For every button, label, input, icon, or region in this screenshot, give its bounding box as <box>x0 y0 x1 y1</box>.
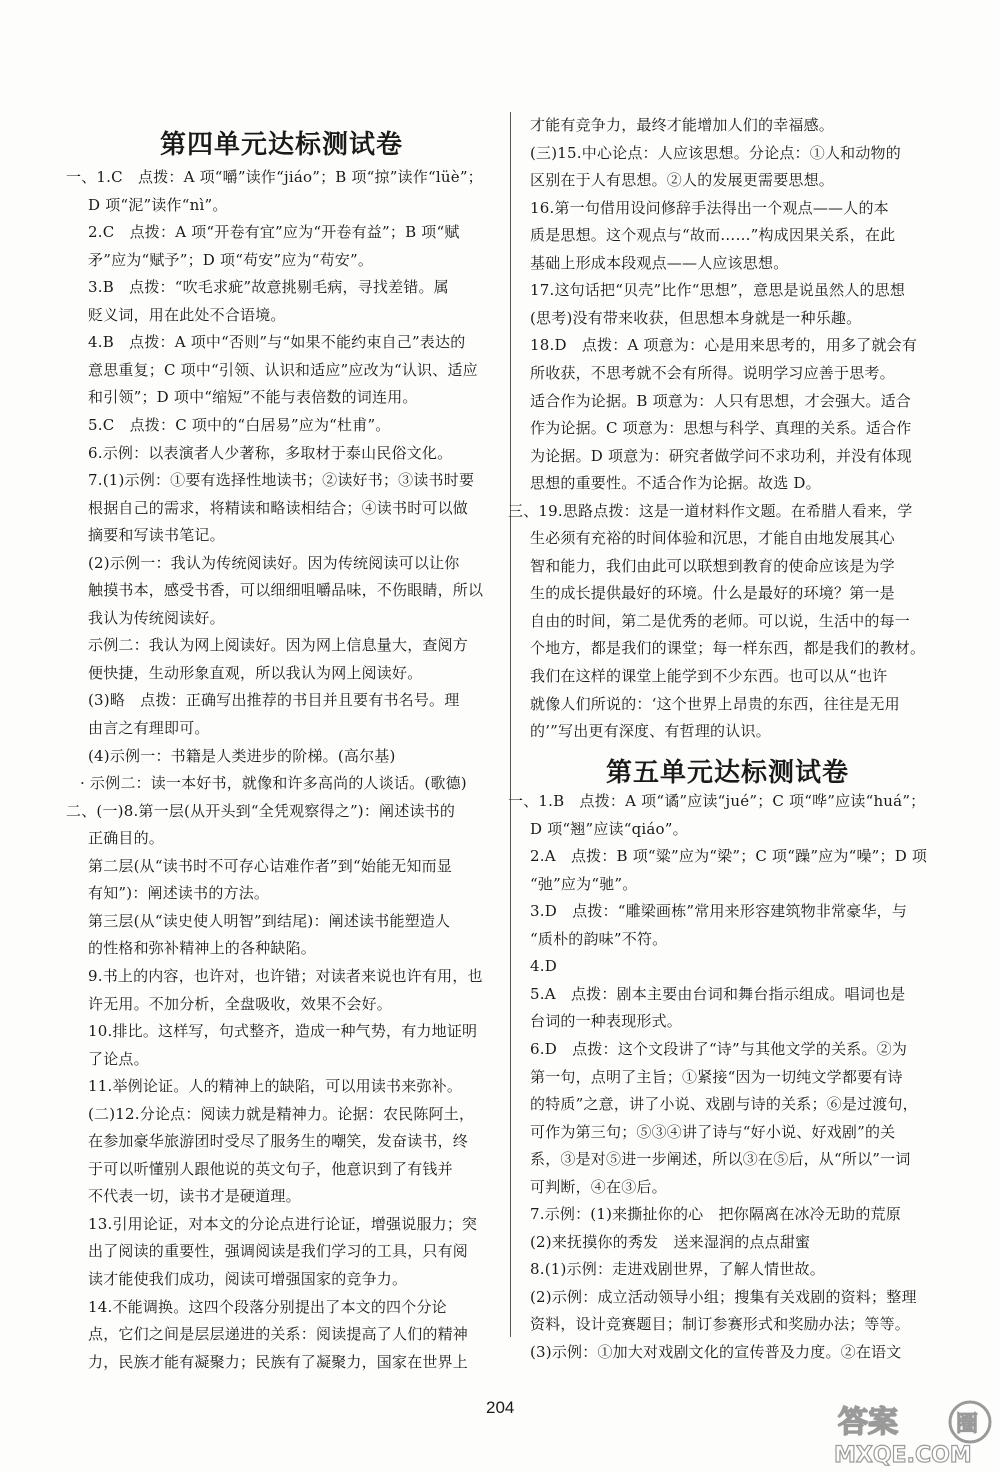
answer-line: D 项“翘”应读“qiáo”。 <box>530 819 688 838</box>
answer-line: 意思重复；C 项中“引领、认识和适应”应改为“认识、适应 <box>88 360 478 379</box>
answer-line: 个地方，都是我们的课堂；每一样东西，都是我们的教材。 <box>530 639 926 658</box>
answer-line: 10.排比。这样写，句式整齐，造成一种气势，有力地证明 <box>88 1022 478 1041</box>
answer-line: 质是思想。这个观点与“故而……”构成因果关系，在此 <box>530 226 896 245</box>
answer-line: 4.B 点拨：A 项中“否则”与“如果不能约束自己”表达的 <box>88 333 466 352</box>
answer-line: (2)来抚摸你的秀发 送来湿润的点点甜蜜 <box>530 1232 811 1251</box>
answer-line: 13.引用论证，对本文的分论点进行论证，增强说服力；突 <box>88 1214 478 1233</box>
answer-line: 适合作为论据。B 项意为：人只有思想，才会强大。适合 <box>530 391 911 410</box>
answer-line: 2.A 点拨：B 项“粱”应为“梁”；C 项“躁”应为“噪”；D 项 <box>530 847 928 866</box>
answer-line: “弛”应为“驰”。 <box>530 874 638 893</box>
answer-line: 自由的时间，第二是优秀的老师。可以说，生活中的每一 <box>530 611 911 630</box>
answer-line: 的特质”之意，讲了小说、戏剧与诗的关系；⑥是过渡句， <box>530 1095 918 1114</box>
answer-line: 14.不能调换。这四个段落分别提出了本文的四个分论 <box>88 1297 447 1316</box>
answer-line: 3.D 点拨：“雕梁画栋”常用来形容建筑物非常豪华，与 <box>530 902 908 921</box>
answer-line: 我认为传统阅读好。 <box>88 608 225 627</box>
svg-text:答案: 答案 <box>838 1405 898 1440</box>
answer-line: (二)12.分论点：阅读力就是精神力。论据：农民陈阿土， <box>88 1104 475 1123</box>
svg-text:圈: 圈 <box>956 1412 979 1437</box>
answer-line: (2)示例：成立活动领导小组；搜集有关戏剧的资料；整理 <box>530 1287 917 1306</box>
answer-line: 的’”写出更有深度、有哲理的认识。 <box>530 722 771 741</box>
answer-line: 生的成长提供最好的环境。什么是最好的环境？第一是 <box>530 584 895 603</box>
answer-line: (三)15.中心论点：人应该思想。分论点：①人和动物的 <box>530 143 901 162</box>
answer-line: 7.示例：(1)来撕扯你的心 把你隔离在冰冷无助的荒原 <box>530 1205 901 1224</box>
answer-line: 智和能力，我们由此可以联想到教育的使命应该是为学 <box>530 556 895 575</box>
answer-line: 根据自己的需求，将精读和略读相结合；④读书时可以做 <box>88 498 469 517</box>
answer-line: 3.B 点拨：“吹毛求疵”故意挑剔毛病，寻找差错。属 <box>88 278 449 297</box>
unit-four-title: 第四单元达标测试卷 <box>160 130 404 160</box>
answer-line: 点，它们之间是层层递进的关系：阅读提高了人们的精神 <box>88 1325 469 1344</box>
answer-line: (3)示例：①加大对戏剧文化的宣传普及力度。②在语文 <box>530 1343 902 1361</box>
answer-line: 所收获，不思考就不会有所得。说明学习应善于思考。 <box>530 363 895 382</box>
answer-line: 2.C 点拨：A 项“开卷有宜”应为“开卷有益”；B 项“赋 <box>88 223 460 242</box>
answer-line: 不代表一切，读书才是硬道理。 <box>88 1187 301 1206</box>
answer-line: 资料，设计竞赛题目；制订参赛形式和奖励办法；等等。 <box>530 1315 911 1334</box>
answer-line: 正确目的。 <box>88 829 165 848</box>
answer-line: (思考)没有带来收获，但思想本身就是一种乐趣。 <box>530 308 862 327</box>
unit-five-title: 第五单元达标测试卷 <box>606 758 850 788</box>
answer-line: 有知”)：阐述读书的方法。 <box>88 884 270 903</box>
answer-line: 示例二：我认为网上阅读好。因为网上信息量大，查阅方 <box>88 636 469 655</box>
answer-line: 第三层(从“读史使人明智”到结尾)：阐述读书能塑造人 <box>88 911 451 930</box>
answer-line: 读才能使我们成功，阅读可增强国家的竞争力。 <box>88 1270 408 1288</box>
watermark-icon <box>830 1398 1000 1468</box>
answer-line: “质朴的韵味”不符。 <box>530 929 668 948</box>
answer-line: 4.D <box>530 957 557 976</box>
answer-line: 在参加豪华旅游团时受尽了服务生的嘲笑，发奋读书，终 <box>88 1132 469 1151</box>
column-divider <box>510 112 511 1337</box>
answer-line: 三、19.思路点拨：这是一道材料作文题。在希腊人看来，学 <box>508 501 913 520</box>
answer-line: (4)示例一：书籍是人类进步的阶梯。(高尔基) <box>88 746 396 765</box>
answer-line: 我们在这样的课堂上能学到不少东西。也可以从“也许 <box>530 667 888 685</box>
answer-line: 摘要和写读书笔记。 <box>88 526 225 545</box>
answer-line: 二、(一)8.第一层(从开头到“全凭观察得之”)：阐述读书的 <box>66 801 456 820</box>
answer-line: 区别在于人有思想。②人的发展更需要思想。 <box>530 171 835 190</box>
answer-line: 可作为第三句；⑤③④讲了诗与“好小说、好戏剧”的关 <box>530 1122 896 1141</box>
answer-line: 8.(1)示例：走进戏剧世界，了解人情世故。 <box>530 1260 825 1279</box>
answer-line: 6.D 点拨：这个文段讲了“诗”与其他文学的关系。②为 <box>530 1039 908 1058</box>
page-number: 204 <box>486 1398 515 1417</box>
answer-line: (2)示例一：我认为传统阅读好。因为传统阅读可以让你 <box>88 553 460 572</box>
answer-line: 矛”应为“赋予”；D 项“苟安”应为“苟安”。 <box>88 250 374 269</box>
answer-line: 许无用。不加分析，全盘吸收，效果不会好。 <box>88 994 393 1013</box>
answer-line: · 示例二：读一本好书，就像和许多高尚的人谈话。(歌德) <box>80 774 467 793</box>
answer-line: 生必须有充裕的时间体验和沉思，才能自由地发展其心 <box>530 529 895 548</box>
answer-line: 的性格和弥补精神上的各种缺陷。 <box>88 939 317 958</box>
answer-line: 一、1.C 点拨：A 项“嚼”读作“jiáo”；B 项“掠”读作“lüè”； <box>66 168 483 186</box>
site-watermark-logo <box>830 1398 1000 1468</box>
answer-line: 思想的重要性。不适合作为论据。故选 D。 <box>530 474 821 493</box>
answer-line: 台词的一种表现形式。 <box>530 1012 683 1031</box>
answer-line: 17.这句话把“贝壳”比作“思想”，意思是说虽然人的思想 <box>530 281 906 300</box>
answer-line: 了论点。 <box>88 1049 149 1068</box>
answer-line: 第二层(从“读书时不可存心诘难作者”到“始能无知而显 <box>88 856 453 875</box>
answer-line: 9.书上的内容，也许对，也许错；对读者来说也许有用，也 <box>88 966 483 985</box>
answer-line: 16.第一句借用设问修辞手法得出一个观点——人的本 <box>530 198 889 217</box>
answer-line: 作为论据。C 项意为：思想与科学、真理的关系。适合作 <box>530 419 912 438</box>
answer-line: 第一句，点明了主旨；①紧接“因为一切纯文学都要有诗 <box>530 1067 903 1086</box>
answer-line: 可判断，④在③后。 <box>530 1177 667 1196</box>
answer-line: 为论据。D 项意为：研究者做学问不求功利，并没有体现 <box>530 446 912 465</box>
answer-line: 才能有竞争力，最终才能增加人们的幸福感。 <box>530 116 835 134</box>
answer-line: 11.举例论证。人的精神上的缺陷，可以用读书来弥补。 <box>88 1077 463 1096</box>
answer-line: 于可以听懂别人跟他说的英文句子，他意识到了有钱并 <box>88 1159 453 1178</box>
answer-line: 贬义词，用在此处不合语境。 <box>88 305 286 324</box>
answer-line: 系，③是对⑤进一步阐述，所以③在⑤后，从“所以”一词 <box>530 1150 911 1169</box>
answer-line: 5.A 点拨：剧本主要由台词和舞台指示组成。唱词也是 <box>530 984 906 1003</box>
answer-line: 7.(1)示例：①要有选择性地读书；②读好书；③读书时要 <box>88 471 475 490</box>
answer-line: 出了阅读的重要性，强调阅读是我们学习的工具，只有阅 <box>88 1242 469 1261</box>
answer-line: 5.C 点拨：C 项中的“白居易”应为“杜甫”。 <box>88 415 391 434</box>
answer-line: 力，民族才能有凝聚力；民族有了凝聚力，国家在世界上 <box>88 1352 469 1371</box>
answer-line: 18.D 点拨：A 项意为：心是用来思考的，用多了就会有 <box>530 336 918 355</box>
answer-line: D 项“泥”读作“nì”。 <box>88 195 228 214</box>
answer-line: 6.示例：以表演者人少著称，多取材于泰山民俗文化。 <box>88 443 453 462</box>
answer-line: (3)略 点拨：正确写出推荐的书目并且要有书名号。理 <box>88 691 460 710</box>
answer-line: 就像人们所说的：‘这个世界上昂贵的东西，往往是无用 <box>530 694 900 713</box>
answer-line: 一、1.B 点拨：A 项“谲”应读“jué”；C 项“哗”应读“huá”； <box>508 792 926 810</box>
answer-line: 和引领”；D 项中“缩短”不能与表倍数的词连用。 <box>88 388 418 407</box>
answer-line: 由言之有理即可。 <box>88 719 210 737</box>
answer-line: 便快捷，生动形象直观，所以我认为网上阅读好。 <box>88 663 423 682</box>
answer-line: 触摸书本，感受书香，可以细细咀嚼品味，不伤眼睛，所以 <box>88 581 484 600</box>
svg-text:MXQE.COM: MXQE.COM <box>834 1443 972 1468</box>
answer-line: 基础上形成本段观点——人应该思想。 <box>530 253 789 272</box>
